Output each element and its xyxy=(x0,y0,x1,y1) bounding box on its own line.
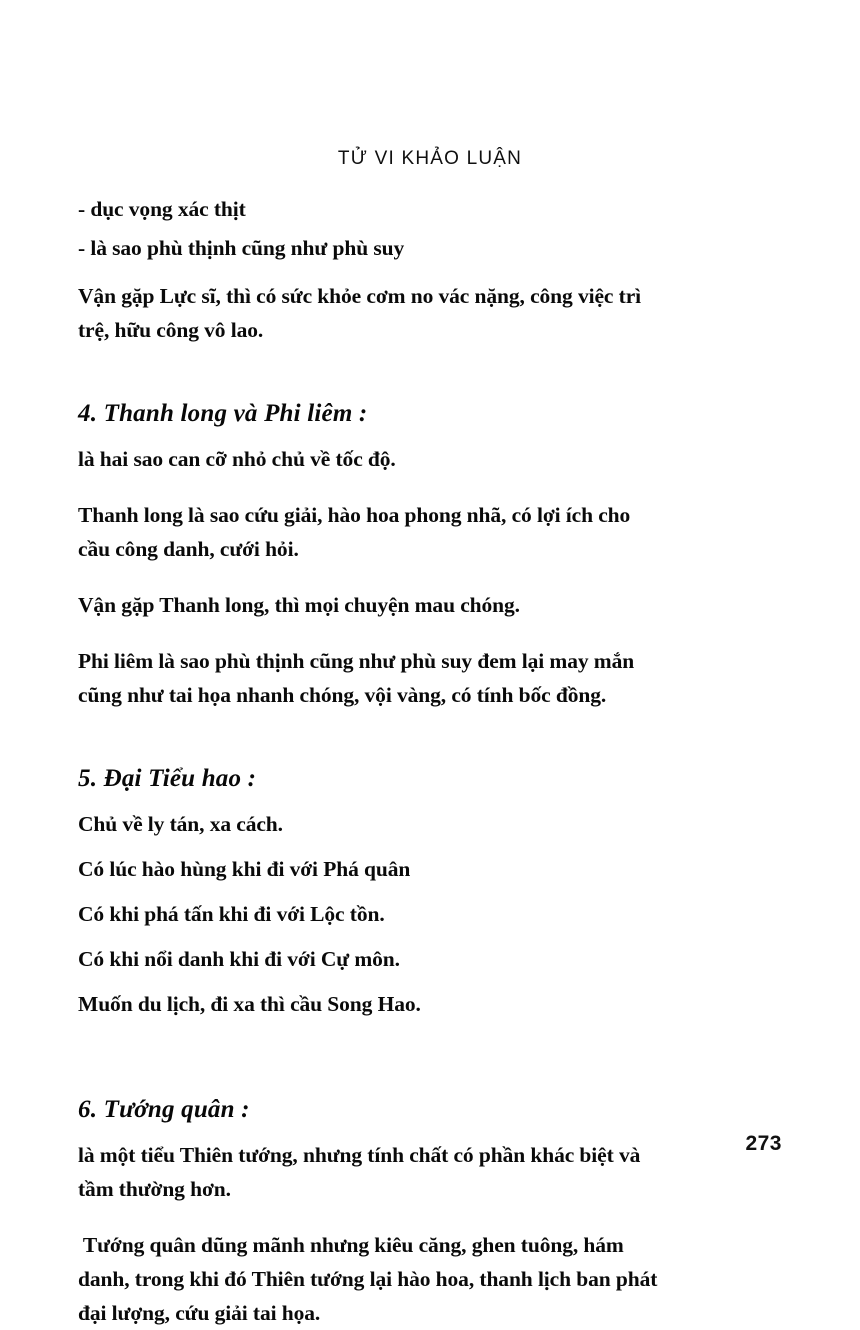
paragraph-line: là một tiểu Thiên tướng, nhưng tính chất có phần khác biệt và xyxy=(78,1143,641,1167)
spacer xyxy=(78,1206,712,1228)
section-5-paragraph-4 xyxy=(78,987,712,1021)
section-4-paragraph-0 xyxy=(78,442,712,476)
spacer xyxy=(78,431,712,442)
spacer xyxy=(78,347,712,397)
spacer xyxy=(78,268,712,279)
paragraph-line: đại lượng, cứu giải tai họa. xyxy=(78,1301,321,1325)
section-5-paragraph-3 xyxy=(78,942,712,976)
paragraph-line: Thanh long là sao cứu giải, hào hoa phong nhã, có lợi ích cho xyxy=(78,503,631,527)
paragraph-line: Tướng quân dũng mãnh nhưng kiêu căng, ghen tuông, hám xyxy=(78,1233,624,1257)
spacer xyxy=(78,976,712,987)
paragraph-line: Chủ về ly tán, xa cách. xyxy=(78,812,283,836)
page-number: 273 xyxy=(745,1132,782,1155)
running-head: TỬ VI KHẢO LUẬN xyxy=(337,148,523,169)
section-4-paragraph-1 xyxy=(78,498,712,566)
spacer xyxy=(78,712,712,762)
spacer xyxy=(78,931,712,942)
section-5-paragraph-2 xyxy=(78,897,712,931)
section-4-paragraph-3 xyxy=(78,644,712,712)
spacer xyxy=(78,1127,712,1138)
paragraph-line: trệ, hữu công vô lao. xyxy=(78,318,264,342)
paragraph-line: tầm thường hơn. xyxy=(78,1177,231,1201)
spacer xyxy=(78,886,712,897)
paragraph-line: Có lúc hào hùng khi đi với Phá quân xyxy=(78,857,411,881)
paragraph-line: danh, trong khi đó Thiên tướng lại hào hoa, thanh lịch ban phát xyxy=(78,1267,658,1291)
spacer xyxy=(78,841,712,852)
intro-bullet-0: - dục vọng xác thịt xyxy=(78,197,246,221)
spacer xyxy=(78,566,712,588)
section-heading-4: 4. Thanh long và Phi liêm : xyxy=(78,400,368,427)
spacer xyxy=(78,476,712,498)
section-heading-6: 6. Tướng quân : xyxy=(78,1096,250,1123)
intro-paragraph xyxy=(78,279,712,347)
paragraph-line: là hai sao can cỡ nhỏ chủ về tốc độ. xyxy=(78,447,396,471)
text-column xyxy=(78,190,712,1330)
paragraph-line: Muốn du lịch, đi xa thì cầu Song Hao. xyxy=(78,992,421,1016)
spacer xyxy=(78,622,712,644)
paragraph-line: Vận gặp Lực sĩ, thì có sức khỏe cơm no vác nặng, công việc trì xyxy=(78,284,642,308)
intro-bullet-1: - là sao phù thịnh cũng như phù suy xyxy=(78,236,405,260)
paragraph-line: Có khi nổi danh khi đi với Cự môn. xyxy=(78,947,400,971)
spacer xyxy=(78,1021,712,1071)
paragraph-line: Có khi phá tấn khi đi với Lộc tồn. xyxy=(78,902,385,926)
section-4-paragraph-2 xyxy=(78,588,712,622)
paragraph-line: Phi liêm là sao phù thịnh cũng như phù suy đem lại may mắn xyxy=(78,649,635,673)
section-heading-5: 5. Đại Tiểu hao : xyxy=(78,765,257,792)
section-6-paragraph-0 xyxy=(78,1138,712,1206)
spacer xyxy=(78,796,712,807)
paragraph-line: cũng như tai họa nhanh chóng, vội vàng, có tính bốc đồng. xyxy=(78,683,607,707)
section-5-paragraph-0 xyxy=(78,807,712,841)
spacer xyxy=(78,1071,712,1093)
paragraph-line: Vận gặp Thanh long, thì mọi chuyện mau chóng. xyxy=(78,593,520,617)
section-6-paragraph-1 xyxy=(78,1228,712,1330)
paragraph-line: cầu công danh, cưới hỏi. xyxy=(78,537,299,561)
section-5-paragraph-1 xyxy=(78,852,712,886)
